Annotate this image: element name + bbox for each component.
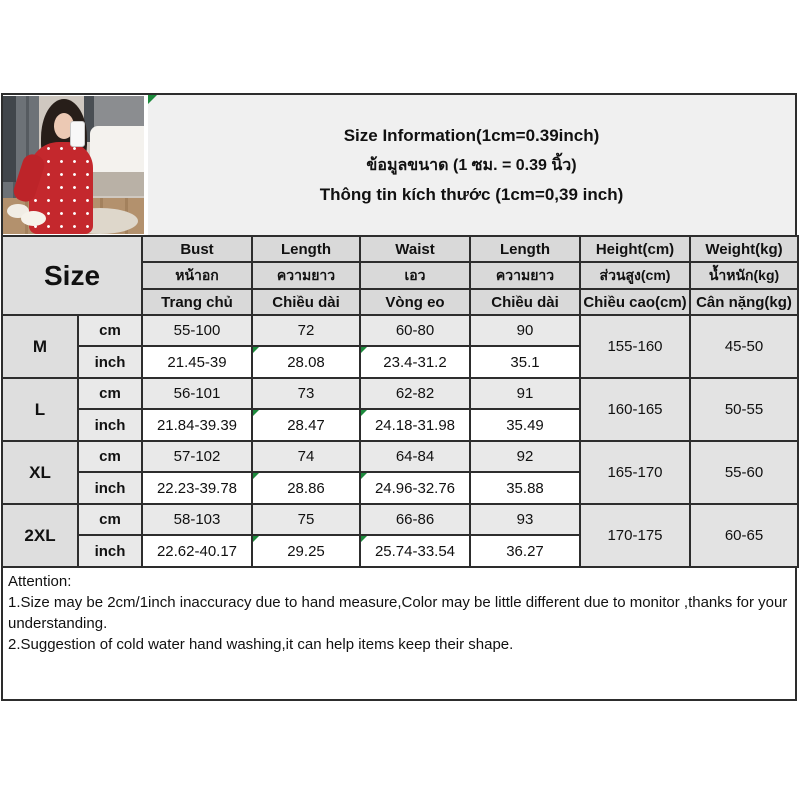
header-length-en: Length xyxy=(252,236,360,262)
unit-cm-cell: cm xyxy=(78,504,142,535)
unit-inch-cell: inch xyxy=(78,472,142,504)
height-cell: 170-175 xyxy=(580,504,690,567)
value-cell: 22.62-40.17 xyxy=(142,535,252,567)
unit-cm-cell: cm xyxy=(78,378,142,409)
height-cell: 155-160 xyxy=(580,315,690,378)
value-cell xyxy=(360,346,470,378)
value-cell: 36.27 xyxy=(470,535,580,567)
header-length-vi: Chiều dài xyxy=(252,289,360,315)
photo-slipper xyxy=(21,211,46,226)
size-2xl-cell: 2XL xyxy=(2,504,78,567)
header-waist-vi: Vòng eo xyxy=(360,289,470,315)
value-cell: 74 xyxy=(252,441,360,472)
value-cell: 56-101 xyxy=(142,378,252,409)
size-xl-cell: XL xyxy=(2,441,78,504)
formula-marker-icon xyxy=(361,473,367,479)
value-cell: 72 xyxy=(252,315,360,346)
value-cell: 73 xyxy=(252,378,360,409)
header-bust-th: หน้าอก xyxy=(142,262,252,289)
value-cell: 64-84 xyxy=(360,441,470,472)
row-xl-cm xyxy=(2,441,798,472)
value-cell xyxy=(252,472,360,504)
photo-phone xyxy=(70,121,85,147)
row-l-cm xyxy=(2,378,798,409)
product-photo xyxy=(3,96,144,234)
header-weight-th: น้ำหนัก(kg) xyxy=(690,262,798,289)
height-cell: 160-165 xyxy=(580,378,690,441)
title-area xyxy=(148,95,795,235)
value-text: 24.18-31.98 xyxy=(374,416,456,434)
value-text: 24.96-32.76 xyxy=(374,479,456,497)
value-cell: 35.49 xyxy=(470,409,580,441)
header-row-en xyxy=(2,236,798,262)
header-weight-en: Weight(kg) xyxy=(690,236,798,262)
size-header-cell: Size xyxy=(2,236,142,315)
value-cell: 35.88 xyxy=(470,472,580,504)
page-title-en: Size Information(1cm=0.39inch) xyxy=(343,125,600,145)
content-frame xyxy=(1,93,797,701)
attention-note-2: 2.Suggestion of cold water hand washing,it can help items keep their shape. xyxy=(8,636,514,653)
unit-cm-cell: cm xyxy=(78,441,142,472)
weight-cell: 50-55 xyxy=(690,378,798,441)
value-cell: 75 xyxy=(252,504,360,535)
attention-section xyxy=(1,568,797,701)
header-bust-en: Bust xyxy=(142,236,252,262)
weight-cell: 55-60 xyxy=(690,441,798,504)
formula-marker-icon xyxy=(253,410,259,416)
value-cell xyxy=(252,346,360,378)
photo-cabinet-top xyxy=(94,96,144,128)
photo-bed-base xyxy=(90,172,144,196)
value-cell: 93 xyxy=(470,504,580,535)
attention-note-1: 1.Size may be 2cm/1inch inaccuracy due to hand measure,Color may be little different due to monitor ,thanks for your understanding. xyxy=(8,594,788,632)
header-height-vi: Chiều cao(cm) xyxy=(580,289,690,315)
value-text: 23.4-31.2 xyxy=(383,353,447,371)
row-m-cm xyxy=(2,315,798,346)
value-cell: 58-103 xyxy=(142,504,252,535)
formula-marker-icon xyxy=(361,347,367,353)
height-cell: 165-170 xyxy=(580,441,690,504)
unit-inch-cell: inch xyxy=(78,535,142,567)
header-length2-vi: Chiều dài xyxy=(470,289,580,315)
value-cell xyxy=(360,535,470,567)
header-bust-vi: Trang chủ xyxy=(142,289,252,315)
header-waist-en: Waist xyxy=(360,236,470,262)
value-cell xyxy=(360,409,470,441)
size-l-cell: L xyxy=(2,378,78,441)
value-cell: 60-80 xyxy=(360,315,470,346)
value-cell: 57-102 xyxy=(142,441,252,472)
header-height-en: Height(cm) xyxy=(580,236,690,262)
value-cell xyxy=(360,472,470,504)
top-section xyxy=(1,93,797,235)
value-cell: 21.45-39 xyxy=(142,346,252,378)
value-cell: 35.1 xyxy=(470,346,580,378)
unit-cm-cell: cm xyxy=(78,315,142,346)
formula-marker-icon xyxy=(253,347,259,353)
formula-marker-icon xyxy=(253,473,259,479)
formula-marker-icon xyxy=(148,95,157,104)
value-cell: 92 xyxy=(470,441,580,472)
header-length2-en: Length xyxy=(470,236,580,262)
size-m-cell: M xyxy=(2,315,78,378)
header-length2-th: ความยาว xyxy=(470,262,580,289)
weight-cell: 60-65 xyxy=(690,504,798,567)
value-text: 29.25 xyxy=(287,542,325,560)
header-height-th: ส่วนสูง(cm) xyxy=(580,262,690,289)
weight-cell: 45-50 xyxy=(690,315,798,378)
formula-marker-icon xyxy=(253,536,259,542)
formula-marker-icon xyxy=(361,410,367,416)
value-cell: 66-86 xyxy=(360,504,470,535)
unit-inch-cell: inch xyxy=(78,409,142,441)
header-waist-th: เอว xyxy=(360,262,470,289)
value-cell: 55-100 xyxy=(142,315,252,346)
value-text: 28.08 xyxy=(287,353,325,371)
photo-bed xyxy=(90,126,144,174)
page-title-th: ข้อมูลขนาด (1 ซม. = 0.39 นิ้ว) xyxy=(366,156,577,174)
value-cell: 91 xyxy=(470,378,580,409)
value-cell: 21.84-39.39 xyxy=(142,409,252,441)
attention-heading: Attention: xyxy=(8,573,72,590)
size-table xyxy=(1,235,799,568)
unit-inch-cell: inch xyxy=(78,346,142,378)
photo-wardrobe-door xyxy=(3,96,16,182)
value-cell: 90 xyxy=(470,315,580,346)
page-title-vi: Thông tin kích thước (1cm=0,39 inch) xyxy=(319,184,624,204)
value-cell: 62-82 xyxy=(360,378,470,409)
header-weight-vi: Cân nặng(kg) xyxy=(690,289,798,315)
formula-marker-icon xyxy=(361,536,367,542)
row-2xl-cm xyxy=(2,504,798,535)
value-text: 25.74-33.54 xyxy=(374,542,456,560)
value-text: 28.47 xyxy=(287,416,325,434)
value-text: 28.86 xyxy=(287,479,325,497)
value-cell: 22.23-39.78 xyxy=(142,472,252,504)
header-length-th: ความยาว xyxy=(252,262,360,289)
value-cell xyxy=(252,535,360,567)
value-cell xyxy=(252,409,360,441)
